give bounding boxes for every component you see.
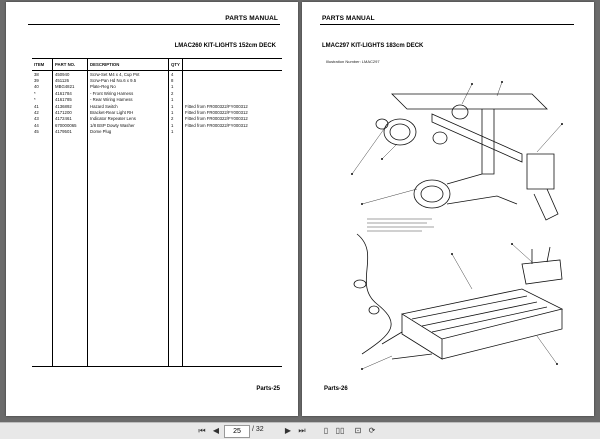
cell-item: 42 xyxy=(34,109,39,115)
cell-item: 41 xyxy=(34,103,39,109)
table-spacer-row xyxy=(32,135,282,367)
section-title: LMAC297 KIT-LIGHTS 183cm DECK xyxy=(322,43,424,49)
diagram-frame-post xyxy=(482,109,494,174)
section-title: LMAC260 KIT-LIGHTS 152cm DECK xyxy=(174,43,276,49)
cell-note: Fitted from FR000322/FY000312 xyxy=(183,109,283,115)
previous-page-icon[interactable]: ◀ xyxy=(212,426,220,435)
first-page-icon[interactable]: ⏮ xyxy=(198,426,206,435)
column-header-part-no: PART NO. xyxy=(53,59,88,71)
cell-part-no: 4179501 xyxy=(53,129,88,135)
cell-description: - Front Wiring Harness xyxy=(88,90,169,96)
cell-part-no: 4171200 xyxy=(53,109,88,115)
cell-qty: 2 xyxy=(169,90,183,96)
diagram-brace xyxy=(432,114,522,162)
diagram-deck xyxy=(402,289,562,339)
page-number: Parts-25 xyxy=(256,386,280,392)
cell-item: 38 xyxy=(34,71,39,77)
cell-qty: 1 xyxy=(169,122,183,128)
cell-part-no: 670000065 xyxy=(53,122,88,128)
fit-page-icon[interactable]: ⊡ xyxy=(354,426,362,435)
diagram-lamp-lower xyxy=(414,180,450,208)
last-page-icon[interactable]: ⏭ xyxy=(298,426,306,435)
page-parts-25 xyxy=(6,2,298,416)
illustration-label: Illustration Number: LMAC297 xyxy=(326,59,380,64)
column-header-notes xyxy=(183,59,283,71)
rotate-icon[interactable]: ⟳ xyxy=(368,426,376,435)
header-rule xyxy=(28,24,280,25)
cell-qty: 1 xyxy=(169,103,183,109)
next-page-icon[interactable]: ▶ xyxy=(284,426,292,435)
cell-note: Fitted from FR000322/FY000312 xyxy=(183,122,283,128)
cell-part-no: MBG4821 xyxy=(53,84,88,90)
cell-part-no: 4136892 xyxy=(53,103,88,109)
cell-note xyxy=(183,71,283,78)
cell-description: - Rear Wiring Harness xyxy=(88,97,169,103)
page-header-title: PARTS MANUAL xyxy=(225,15,278,22)
page-parts-26 xyxy=(302,2,594,416)
cell-qty: 1 xyxy=(169,84,183,90)
cell-qty: 1 xyxy=(169,97,183,103)
cell-description: Scrw-Set M4 x 4, Cup Pnt xyxy=(88,71,169,78)
cell-description: Hazard Switch xyxy=(88,103,169,109)
page-total: / 32 xyxy=(252,426,264,433)
table-row xyxy=(32,71,282,78)
column-header-description: DESCRIPTION xyxy=(88,59,169,71)
column-header-item: ITEM xyxy=(32,59,53,71)
single-page-view-icon[interactable]: ▯ xyxy=(323,426,329,435)
page-number: Parts-26 xyxy=(324,386,348,392)
diagram-side-bracket xyxy=(522,260,562,284)
cell-part-no: 4172461 xyxy=(53,116,88,122)
cell-item: * xyxy=(34,97,36,103)
cell-item: 43 xyxy=(34,116,39,122)
cell-item: 40 xyxy=(34,84,39,90)
cell-description: Scrw-Pan Hd No.6 x 9.5 xyxy=(88,77,169,83)
cell-qty: 8 xyxy=(169,77,183,83)
two-page-view-icon[interactable]: ▯▯ xyxy=(335,426,345,435)
cell-note: Fitted from FR000322/FY000312 xyxy=(183,103,283,109)
cell-part-no: 4161785 xyxy=(53,97,88,103)
cell-note: Fitted from FR000322/FY000312 xyxy=(183,116,283,122)
cell-description: Indicator Repeater Lens xyxy=(88,116,169,122)
cell-qty: 1 xyxy=(169,109,183,115)
diagram-wiring-harness xyxy=(357,234,391,354)
diagram-bracket-right xyxy=(527,154,554,189)
cell-qty: 2 xyxy=(169,116,183,122)
diagram-frame-bar xyxy=(392,94,547,109)
column-header-qty: QTY xyxy=(169,59,183,71)
cell-item: 45 xyxy=(34,129,39,135)
cell-item: 39 xyxy=(34,77,39,83)
cell-item: 44 xyxy=(34,122,39,128)
cell-description: Plate-Reg No xyxy=(88,84,169,90)
cell-qty: 1 xyxy=(169,129,183,135)
table-header-row xyxy=(32,59,282,71)
cell-description: 1/8 BSP Dowty Washer xyxy=(88,122,169,128)
cell-description: Dome Plug xyxy=(88,129,169,135)
header-rule xyxy=(320,24,574,25)
parts-table xyxy=(32,58,282,367)
exploded-parts-diagram xyxy=(322,64,578,386)
diagram-lamp-left xyxy=(384,119,416,145)
cell-part-no: 450940 xyxy=(53,71,88,78)
cell-part-no: 4161784 xyxy=(53,90,88,96)
cell-part-no: 451126 xyxy=(53,77,88,83)
cell-item: * xyxy=(34,90,36,96)
cell-description: Bracket-Rear Light RH xyxy=(88,109,169,115)
viewer-toolbar xyxy=(0,422,600,439)
diagram-lamp-top xyxy=(452,105,468,119)
page-header-title: PARTS MANUAL xyxy=(322,15,375,22)
cell-qty: 4 xyxy=(169,71,183,78)
page-number-input[interactable] xyxy=(224,425,250,438)
